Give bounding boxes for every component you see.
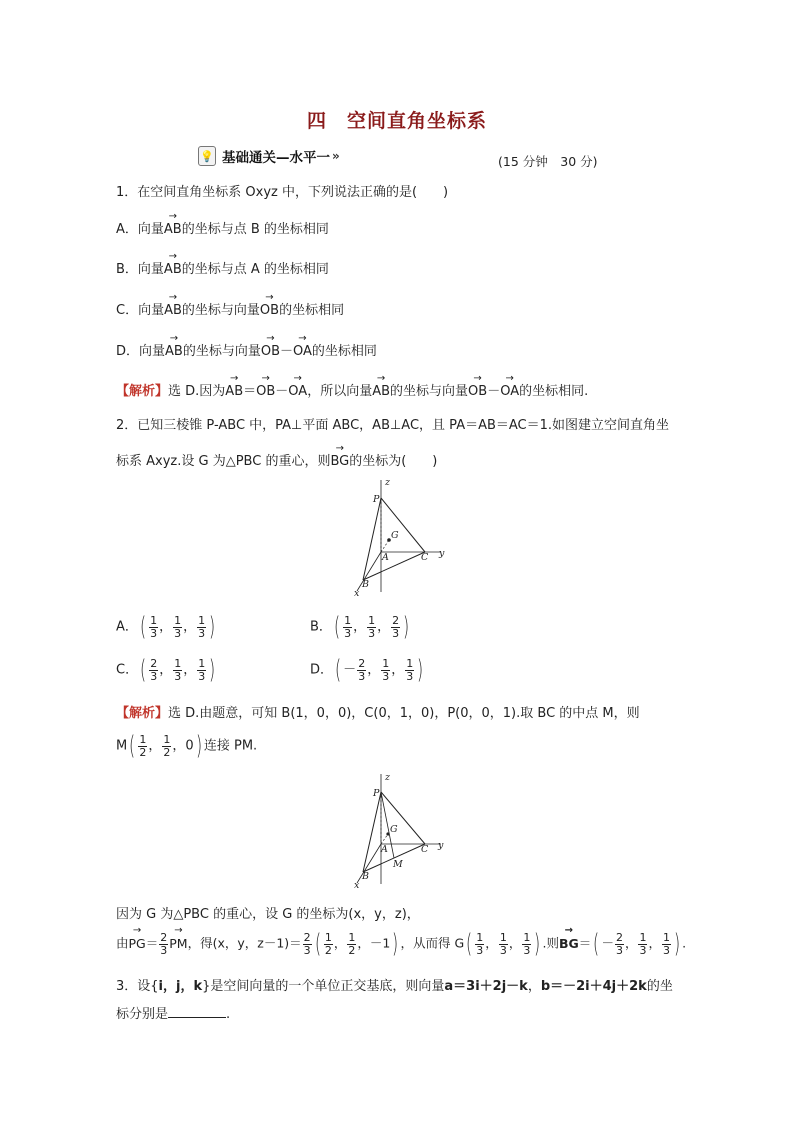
- q2-option-b: B．( $\frac{1}{3}$ ， $\frac{1}{3}$ ， $\frac{2}{3}$ ): [310, 612, 410, 642]
- lightbulb-icon: 💡: [198, 146, 216, 166]
- section-banner: [198, 146, 340, 166]
- fig1-label-c: C: [421, 552, 429, 563]
- q1-option-c: C．向量→ AB的坐标与向量→ OB的坐标相同: [116, 299, 344, 318]
- fig1-label-x: x: [354, 588, 360, 598]
- q2-option-c: C．( $\frac{2}{3}$ ， $\frac{1}{3}$ ， $\frac{1}{3}$ ): [116, 655, 216, 685]
- banner-label: 基础通关—水平一: [222, 150, 330, 166]
- q1-option-b: B．向量→ AB的坐标与点 A 的坐标相同: [116, 258, 329, 277]
- fig2-label-z: z: [385, 772, 391, 783]
- fig2-label-x: x: [354, 880, 360, 890]
- tetrahedron-figure-2: [345, 772, 455, 890]
- q2-stem-line1: 2．已知三棱锥 P-ABC 中，PA⊥平面 ABC，AB⊥AC，且 PA＝AB＝AC＝1.如图建立空间直角坐: [116, 418, 670, 433]
- fig2-label-c: C: [421, 844, 429, 855]
- fig2-label-a: A: [381, 844, 388, 855]
- fig1-label-b: B: [362, 579, 369, 590]
- q2-stem-line2: 标系 Axyz.设 G 为△PBC 的重心，则→ BG的坐标为( ): [116, 450, 437, 469]
- fig1-label-z: z: [385, 477, 391, 488]
- fig2-label-y: y: [438, 840, 444, 851]
- q2-solution-line4: 由→ PG＝ $\frac{2}{3}$ → PM，得(x，y，z－1)＝ $\frac{2}{3}$ ( $\frac{1}{2}$ ， $\frac{1}{2}$ ，－1) ，从而得 G( $\frac{1}{3}$ ， $\frac{1}{3}$ ， $\frac{1}{3}$ ) .则→ BG＝( － $\frac{2}{3}$ ， $\frac{1}{3}$ ， $\frac{1}{3}$ ) .: [116, 931, 686, 957]
- fig1-label-g: G: [391, 530, 399, 541]
- fig1-label-y: y: [439, 548, 445, 559]
- fig2-label-m: M: [393, 859, 403, 870]
- fig2-label-g: G: [390, 824, 398, 835]
- page-title: 四 空间直角坐标系: [306, 110, 487, 132]
- tetrahedron-figure-1: [345, 476, 455, 598]
- q2-option-d: D．( － $\frac{2}{3}$ ， $\frac{1}{3}$ ， $\frac{1}{3}$ ): [310, 655, 424, 685]
- q1-option-d: D．向量→ AB的坐标与向量→ OB－→ OA的坐标相同: [116, 340, 377, 359]
- q3-stem-line2: 标分别是 .: [116, 1007, 231, 1022]
- q1-option-a: A．向量→ AB的坐标与点 B 的坐标相同: [116, 218, 329, 237]
- answer-blank[interactable]: [168, 1005, 226, 1018]
- q2-option-a: A．( $\frac{1}{3}$ ， $\frac{1}{3}$ ， $\frac{1}{3}$ ): [116, 612, 216, 642]
- q1-stem: 1．在空间直角坐标系 Oxyz 中，下列说法正确的是( ): [116, 185, 449, 200]
- fig1-label-p: P: [373, 494, 380, 505]
- q2-solution-line2: M( $\frac{1}{2}$ ， $\frac{1}{2}$ ，0) 连接 PM.: [116, 731, 258, 761]
- fig2-label-p: P: [373, 788, 380, 799]
- double-chevron-icon: »: [332, 149, 340, 163]
- q2-solution-line3: 因为 G 为△PBC 的重心，设 G 的坐标为(x，y，z)，: [116, 907, 420, 922]
- q2-solution-line1: 【解析】选 D.由题意，可知 B(1，0，0)，C(0，1，0)，P(0，0，1).取 BC 的中点 M，则: [116, 706, 640, 721]
- q1-solution: 【解析】选 D.因为→ AB＝→ OB－→ OA，所以向量→ AB的坐标与向量→ OB－→ OA的坐标相同.: [116, 380, 588, 399]
- q3-stem-line1: 3．设{i，j，k}是空间向量的一个单位正交基底，则向量a＝3i＋2j－k，b＝－2i＋4j＋2k的坐: [116, 979, 673, 994]
- time-score: (15 分钟 30 分): [498, 154, 598, 169]
- fig2-label-b: B: [362, 871, 369, 882]
- fig1-label-a: A: [382, 552, 389, 563]
